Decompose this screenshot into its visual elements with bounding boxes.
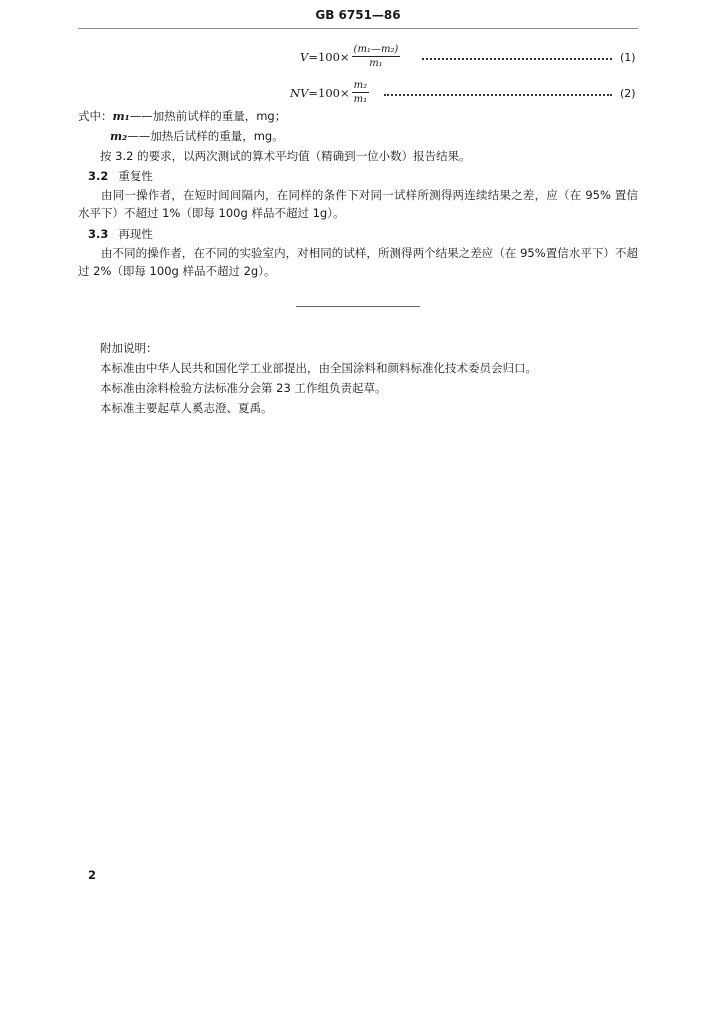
section-3-3-body: 由不同的操作者，在不同的实验室内，对相同的试样，所测得两个结果之差应（在 95%置信水平下）不超过 2%（即每 100g 样品不超过 2g）。 xyxy=(78,246,638,278)
section-3-2-heading xyxy=(88,168,153,184)
section-3-2-title: 重复性 xyxy=(118,169,153,183)
formula-1-leader-dots xyxy=(422,48,612,60)
where-prefix: 式中： xyxy=(78,109,113,123)
formula-1-lhs: V xyxy=(300,49,309,64)
formula-2-fraction xyxy=(352,80,370,105)
where-definition-2: ——加热后试样的重量，mg。 xyxy=(127,129,284,143)
notes-line-3: 本标准主要起草人奚志澄、夏禹。 xyxy=(100,401,273,415)
section-3-3-number: 3.3 xyxy=(88,227,109,241)
formula-1-numerator: (m₁—m₂) xyxy=(353,44,399,55)
formula-2-equals: =100× xyxy=(308,85,350,100)
page-number: 2 xyxy=(88,868,97,882)
report-paragraph: 按 3.2 的要求，以两次测试的算术平均值（精确到一位小数）报告结果。 xyxy=(100,149,471,163)
where-item-2 xyxy=(110,128,284,144)
section-3-3-heading xyxy=(88,226,153,242)
where-symbol-1: m₁ xyxy=(112,109,130,123)
formula-2-lhs: NV xyxy=(290,85,309,100)
formula-2-numerator: m₂ xyxy=(353,80,368,91)
formula-1-denominator: m₁ xyxy=(369,58,383,69)
notes-line-2: 本标准由涂料检验方法标准分会第 23 工作组负责起草。 xyxy=(100,381,387,395)
where-item-1 xyxy=(78,108,286,124)
formula-1-number: (1) xyxy=(620,51,636,64)
section-3-2-number: 3.2 xyxy=(88,169,109,183)
where-symbol-2: m₂ xyxy=(110,129,128,143)
notes-title: 附加说明： xyxy=(100,341,158,355)
section-3-2-body: 由同一操作者，在短时间间隔内，在同样的条件下对同一试样所测得两连续结果之差，应（在 95% 置信水平下）不超过 1%（即每 100g 样品不超过 1g）。 xyxy=(78,188,638,220)
formula-2-number: (2) xyxy=(620,87,636,100)
separator-rule xyxy=(296,306,420,307)
section-3-3-title: 再现性 xyxy=(118,227,153,241)
formula-1-fraction xyxy=(352,44,401,69)
standard-code-header: GB 6751—86 xyxy=(315,8,401,22)
where-definition-1: ——加热前试样的重量，mg； xyxy=(129,109,287,123)
header-rule xyxy=(78,28,638,29)
formula-1 xyxy=(300,44,400,69)
formula-2 xyxy=(290,80,369,105)
formula-2-leader-dots xyxy=(384,84,612,96)
formula-1-equals: =100× xyxy=(308,49,350,64)
notes-line-1: 本标准由中华人民共和国化学工业部提出，由全国涂料和颜料标准化技术委员会归口。 xyxy=(100,361,537,375)
formula-2-denominator: m₁ xyxy=(353,94,368,105)
